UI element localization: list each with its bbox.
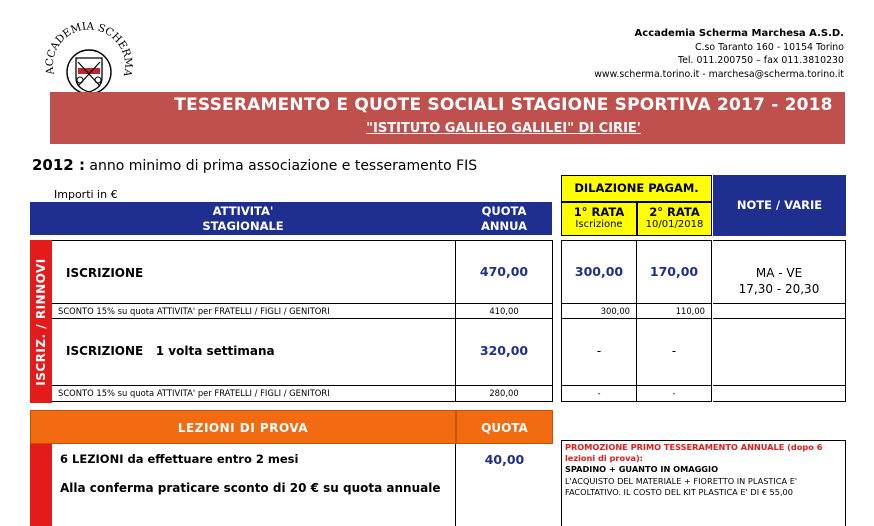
side-label-text: ISCRIZ. / RINNOVI [34,257,48,386]
org-phone: Tel. 011.200750 – fax 011.3810230 [678,55,844,67]
header-rata1 [561,202,637,236]
promo-text: L'ACQUISTO DEL MATERIALE + FIORETTO IN PLASTICA E' FACOLTATIVO. IL COSTO DEL KIT PLASTICA E' DI € 55,00 [565,475,798,497]
discount-rata1-value: 300,00 [561,304,637,319]
discount-row-label: SCONTO 15% su quota ATTIVITA' per FRATELLI / FIGLI / GENITORI [52,386,456,402]
lezioni-line2: Alla conferma praticare sconto di 20 € su quota annuale [60,481,441,495]
header-attivita [30,202,456,235]
org-address: C.so Taranto 160 - 10154 Torino [694,41,844,53]
header-dilazione: DILAZIONE PAGAM. [561,175,712,202]
importi-label: Importi in € [54,188,118,201]
rata1-value: - [561,319,637,386]
lezioni-description [52,444,456,526]
minimum-year-text: anno minimo di prima associazione e tesseramento FIS [84,158,478,174]
discount-rata1-value: - [561,386,637,402]
note-empty-cell [713,304,846,319]
logo-top-text: ACCADEMIA SCHERMA [43,20,135,78]
header-quota-line2: ANNUA [480,219,528,233]
header-quota [456,202,552,235]
note-empty-cell [713,319,846,386]
promo-title: PROMOZIONE PRIMO TESSERAMENTO ANNUALE (dopo 6 lezioni di prova): [565,442,823,464]
discount-rata2-value: 110,00 [637,304,712,319]
note-cell [713,240,846,304]
rata2-value: - [637,319,712,386]
quota-value: 320,00 [456,319,553,386]
minimum-year: 2012 : [32,156,85,174]
page-title: TESSERAMENTO E QUOTE SOCIALI STAGIONE SPORTIVA 2017 - 2018 [174,95,833,115]
header-rata2 [637,202,712,236]
table-row-iscrizione [52,240,456,304]
header-note: NOTE / VARIE [713,175,846,236]
rata1-value: 300,00 [561,240,637,304]
lezioni-quota-value: 40,00 [484,452,525,467]
lezioni-quota-header: QUOTA [456,410,553,444]
header-rata2-label: 2° RATA [649,205,700,219]
header-rata1-sub: Iscrizione [575,219,623,230]
org-web-email: www.scherma.torino.it - marchesa@scherma.torino.it [594,68,844,80]
lezioni-header: LEZIONI DI PROVA [30,410,456,444]
minimum-year-line [32,156,477,174]
promo-gift: SPADINO + GUANTO IN OMAGGIO [565,464,719,475]
discount-rata2-value: - [637,386,712,402]
header-attivita-line2: STAGIONALE [202,219,284,233]
page-subtitle: "ISTITUTO GALILEO GALILEI" DI CIRIE' [366,121,641,136]
organization-info [560,27,844,81]
note-empty-cell [713,386,846,402]
header-rata1-label: 1° RATA [573,205,625,219]
iscrizioni-side-label [30,240,52,403]
discount-row-label: SCONTO 15% su quota ATTIVITA' per FRATELLI / FIGLI / GENITORI [52,304,456,319]
rata2-value: 170,00 [637,240,712,304]
lezioni-side-bar [30,444,52,526]
table-row-iscrizione-settimanale [52,319,456,386]
quota-value: 470,00 [456,240,553,304]
row-label: ISCRIZIONE [66,266,144,280]
note-days: MA - VE [755,266,803,280]
row-label: ISCRIZIONE 1 volta settimana [66,344,275,358]
header-rata2-sub: 10/01/2018 [645,219,704,230]
title-banner [50,92,845,144]
discount-quota-value: 280,00 [456,386,553,402]
lezioni-line1: 6 LEZIONI da effettuare entro 2 mesi [60,452,299,466]
org-name: Accademia Scherma Marchesa A.S.D. [634,28,844,39]
header-quota-line1: QUOTA [481,204,527,218]
discount-quota-value: 410,00 [456,304,553,319]
header-attivita-line1: ATTIVITA' [212,204,274,218]
promo-box [561,440,846,526]
note-hours: 17,30 - 20,30 [738,282,820,296]
